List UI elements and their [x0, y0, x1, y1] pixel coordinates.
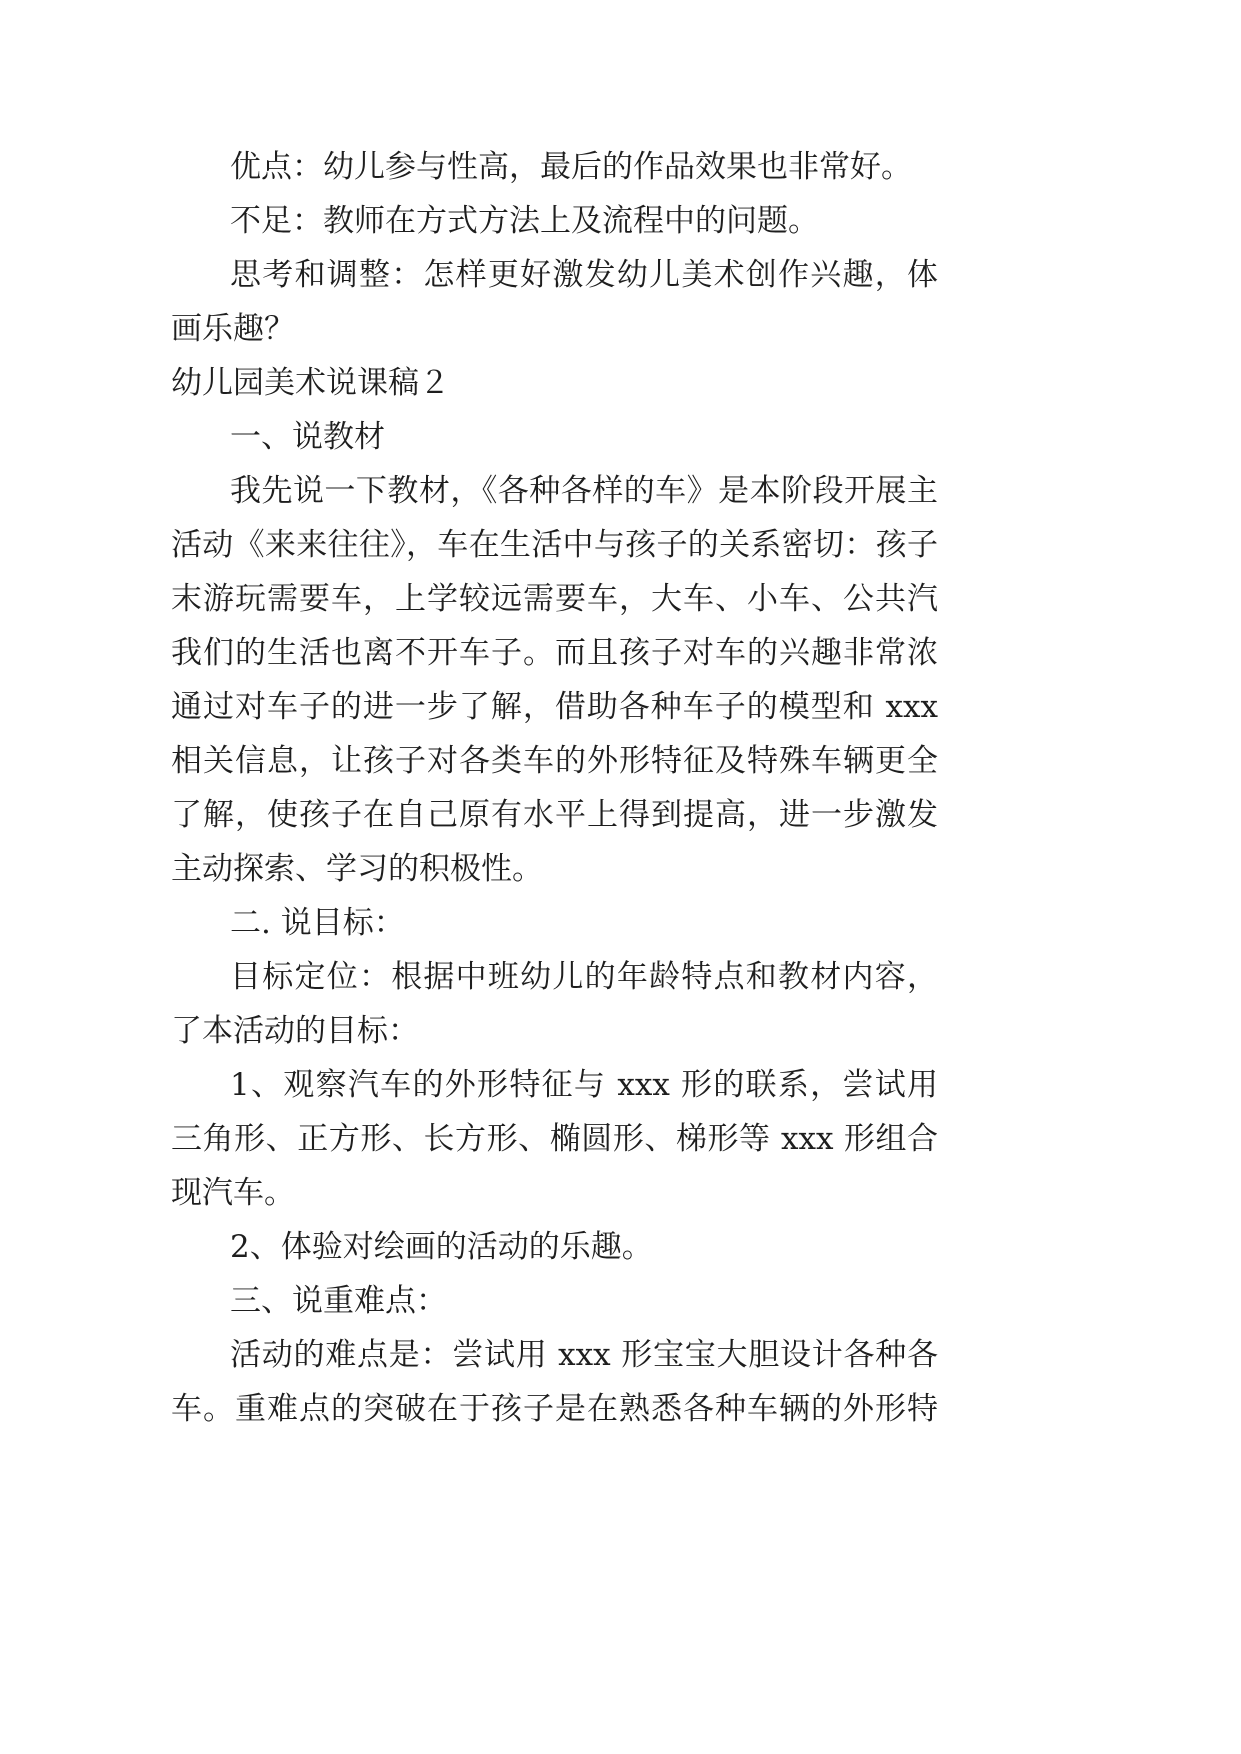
paragraph-line: 相关信息，让孩子对各类车的外形特征及特殊车辆更全: [171, 743, 938, 779]
paragraph-line: 1、观察汽车的外形特征与 xxx 形的联系，尝试用: [230, 1067, 938, 1103]
paragraph-line: 现汽车。: [171, 1175, 295, 1211]
paragraph-line: 末游玩需要车，上学较远需要车，大车、小车、公共汽: [171, 581, 938, 617]
section-heading: 幼儿园美术说课稿２: [171, 365, 450, 401]
paragraph-line: 优点：幼儿参与性高，最后的作品效果也非常好。: [230, 149, 912, 185]
section-heading: 一、说教材: [230, 419, 385, 455]
paragraph-line: 思考和调整：怎样更好激发幼儿美术创作兴趣，体: [230, 257, 938, 293]
paragraph-line: 不足：教师在方式方法上及流程中的问题。: [230, 203, 819, 239]
paragraph-line: 目标定位：根据中班幼儿的年龄特点和教材内容，: [230, 959, 938, 995]
paragraph-line: 通过对车子的进一步了解，借助各种车子的模型和 xxx: [171, 689, 938, 725]
paragraph-line: 2、体验对绘画的活动的乐趣。: [230, 1229, 653, 1265]
paragraph-line: 了解，使孩子在自己原有水平上得到提高，进一步激发: [171, 797, 938, 833]
section-heading: 三、说重难点：: [230, 1283, 447, 1319]
paragraph-line: 主动探索、学习的积极性。: [171, 851, 543, 887]
paragraph-line: 车。重难点的突破在于孩子是在熟悉各种车辆的外形特: [171, 1391, 938, 1427]
paragraph-line: 画乐趣？: [171, 311, 295, 347]
paragraph-line: 活动的难点是：尝试用 xxx 形宝宝大胆设计各种各: [230, 1337, 938, 1373]
paragraph-line: 我们的生活也离不开车子。而且孩子对车的兴趣非常浓: [171, 635, 938, 671]
paragraph-line: 了本活动的目标：: [171, 1013, 419, 1049]
paragraph-line: 我先说一下教材，《各种各样的车》是本阶段开展主: [230, 473, 938, 509]
paragraph-line: 三角形、正方形、长方形、椭圆形、梯形等 xxx 形组合: [171, 1121, 938, 1157]
section-heading: 二. 说目标：: [230, 905, 405, 941]
paragraph-line: 活动《来来往往》，车在生活中与孩子的关系密切：孩子: [171, 527, 938, 563]
